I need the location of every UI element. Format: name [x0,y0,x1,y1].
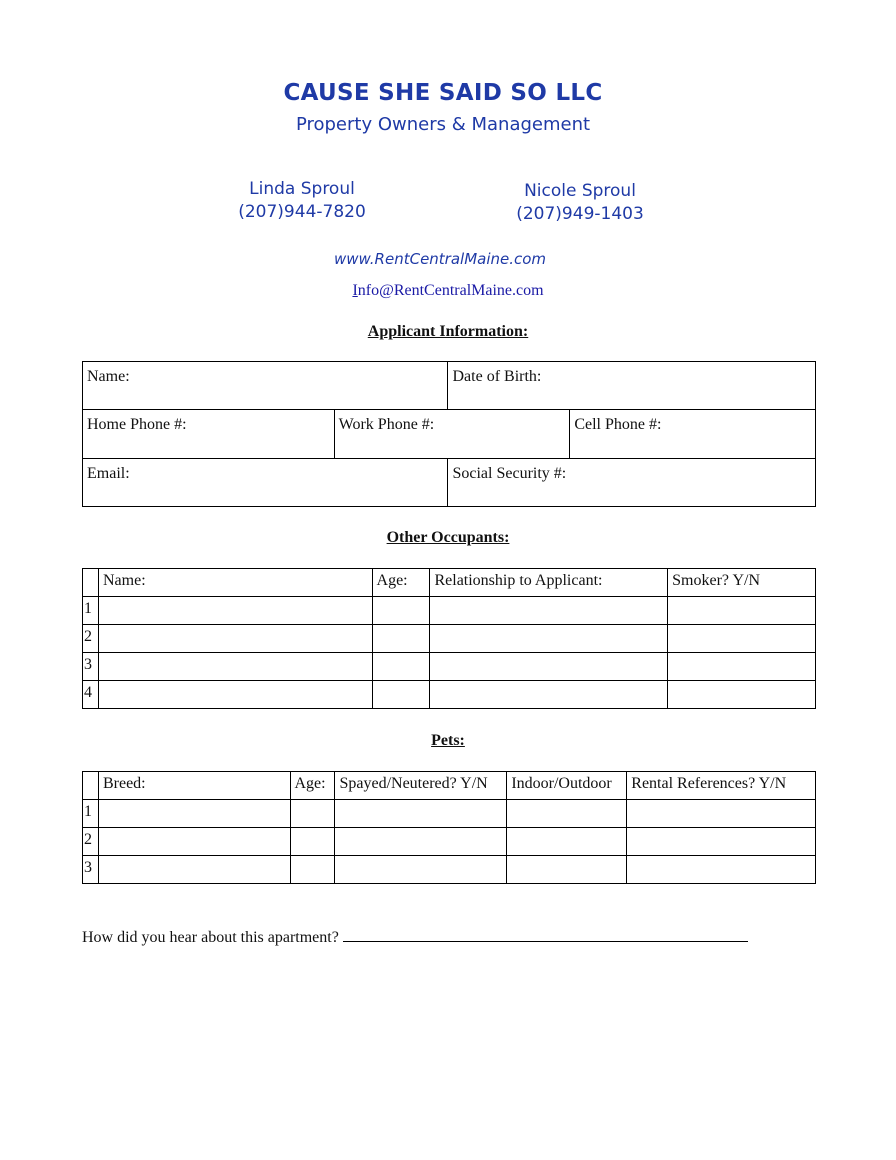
field-label: Social Security #: [452,465,567,482]
column-header: Relationship to Applicant: [430,569,668,597]
column-header: Smoker? Y/N [668,569,816,597]
occupant-name-cell[interactable] [98,681,372,709]
occupant-relationship-cell[interactable] [430,681,668,709]
field-label: Work Phone #: [338,416,435,433]
field-label: Date of Birth: [452,368,542,385]
occupant-age-cell[interactable] [372,625,430,653]
table-row [83,856,816,884]
pet-spayed-cell[interactable] [335,800,507,828]
occupant-name-cell[interactable] [98,653,372,681]
column-header: Breed: [98,772,290,800]
pet-indoor-cell[interactable] [507,800,627,828]
pet-spayed-cell[interactable] [335,828,507,856]
column-header: Indoor/Outdoor [507,772,627,800]
table-row [83,681,816,709]
email-field[interactable] [83,459,448,507]
contact-name: Linda Sproul [249,179,355,199]
row-number-header [83,772,99,800]
contact-nicole [500,180,660,226]
pet-references-cell[interactable] [627,800,816,828]
column-header: Age: [372,569,430,597]
pet-references-cell[interactable] [627,856,816,884]
contact-name: Nicole Sproul [524,181,636,201]
occupant-relationship-cell[interactable] [430,653,668,681]
email-rest: nfo@RentCentralMaine.com [357,282,544,299]
ssn-field[interactable] [448,459,816,507]
work-phone-field[interactable] [334,410,570,459]
row-number: 2 [83,828,99,856]
referral-question [82,927,748,947]
email-link[interactable] [0,282,896,300]
table-row [83,828,816,856]
column-header: Spayed/Neutered? Y/N [335,772,507,800]
table-row [83,653,816,681]
pet-breed-cell[interactable] [98,800,290,828]
website-link[interactable]: www.RentCentralMaine.com [333,250,547,268]
occupant-age-cell[interactable] [372,597,430,625]
occupant-age-cell[interactable] [372,681,430,709]
pet-age-cell[interactable] [290,828,335,856]
row-number: 1 [83,800,99,828]
table-row [83,800,816,828]
column-header: Age: [290,772,335,800]
occupants-heading: Other Occupants: [386,529,510,546]
field-label: Cell Phone #: [574,416,662,433]
applicant-table [82,361,816,507]
pets-table [82,771,816,884]
row-number-header [83,569,99,597]
pet-indoor-cell[interactable] [507,828,627,856]
pet-spayed-cell[interactable] [335,856,507,884]
applicant-heading: Applicant Information: [367,323,529,340]
row-number: 3 [83,653,99,681]
contact-phone: (207)949-1403 [516,204,644,224]
company-tagline: Property Owners & Management [295,114,591,135]
home-phone-field[interactable] [83,410,335,459]
occupant-smoker-cell[interactable] [668,653,816,681]
name-field[interactable] [83,362,448,410]
field-label: Home Phone #: [87,416,187,433]
field-label: Email: [87,465,130,482]
occupant-name-cell[interactable] [98,597,372,625]
row-number: 3 [83,856,99,884]
contact-phone: (207)944-7820 [238,202,366,222]
table-row [83,597,816,625]
table-row [83,625,816,653]
referral-answer-line[interactable] [343,927,748,942]
referral-question-label: How did you hear about this apartment? [82,929,339,946]
dob-field[interactable] [448,362,816,410]
pet-indoor-cell[interactable] [507,856,627,884]
row-number: 4 [83,681,99,709]
contact-linda [222,178,382,224]
occupant-smoker-cell[interactable] [668,681,816,709]
column-header: Rental References? Y/N [627,772,816,800]
occupant-smoker-cell[interactable] [668,625,816,653]
occupant-relationship-cell[interactable] [430,597,668,625]
row-number: 2 [83,625,99,653]
occupant-age-cell[interactable] [372,653,430,681]
pet-breed-cell[interactable] [98,828,290,856]
column-header: Name: [98,569,372,597]
occupant-smoker-cell[interactable] [668,597,816,625]
email-first-letter: I [352,282,358,299]
occupants-table [82,568,816,709]
company-name: CAUSE SHE SAID SO LLC [283,80,603,106]
pet-age-cell[interactable] [290,800,335,828]
row-number: 1 [83,597,99,625]
pet-breed-cell[interactable] [98,856,290,884]
pets-heading: Pets: [431,732,465,749]
occupant-name-cell[interactable] [98,625,372,653]
pet-references-cell[interactable] [627,828,816,856]
occupant-relationship-cell[interactable] [430,625,668,653]
field-label: Name: [87,368,130,385]
pet-age-cell[interactable] [290,856,335,884]
cell-phone-field[interactable] [570,410,816,459]
